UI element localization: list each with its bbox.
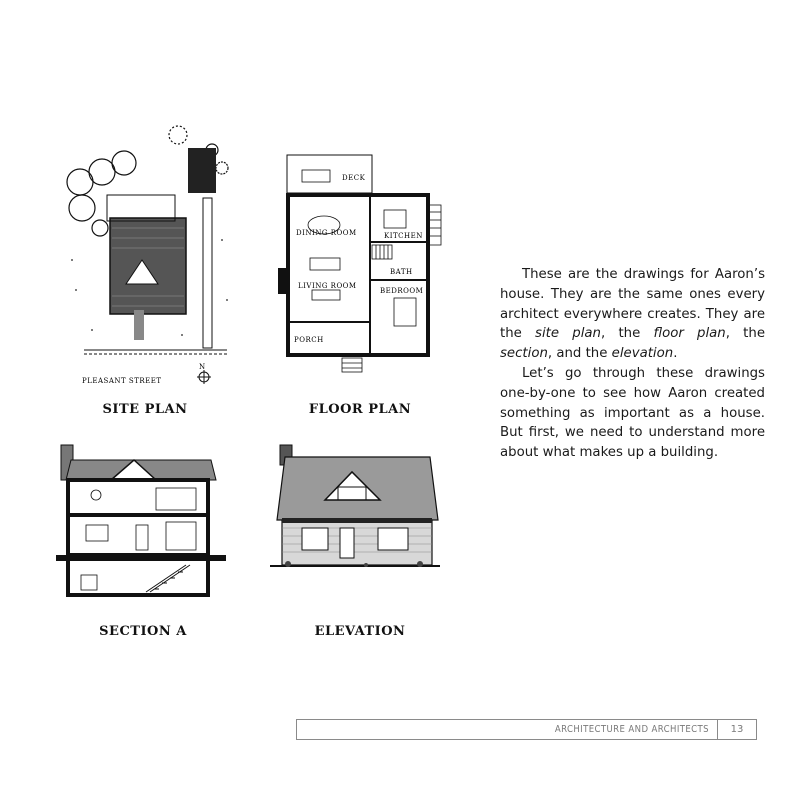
paragraph-2: Let’s go through these drawings one-by-one to see how Aaron created something as important as a house. But first, we need to understand more about what makes up a building. (500, 365, 765, 461)
dining-room-label: DINING ROOM (296, 229, 357, 237)
elevation-drawing (270, 442, 440, 572)
garage-block (188, 148, 216, 193)
house-roof (110, 218, 186, 314)
street-label: PLEASANT STREET (82, 377, 162, 385)
bedroom-label: BEDROOM (380, 287, 424, 295)
living-room-label: LIVING ROOM (298, 282, 357, 290)
section-drawing (56, 440, 226, 610)
floor-plan-drawing (272, 150, 462, 380)
body-text (500, 265, 765, 463)
term-elevation: elevation (611, 346, 674, 362)
paragraph-1: These are the drawings for Aaron’s house. They are the same ones every architect everywhere creates. They are the site plan, the floor plan, the section, and the elevation. (500, 267, 765, 362)
section-caption: SECTION A (99, 624, 187, 639)
term-site-plan: site plan (535, 326, 601, 342)
term-floor-plan: floor plan (653, 326, 726, 342)
porch-label: PORCH (294, 336, 324, 344)
bath-label: BATH (390, 268, 413, 276)
term-section: section (500, 346, 548, 362)
site-plan-drawing (62, 120, 242, 395)
north-arrow-icon (197, 370, 211, 384)
kitchen-label: KITCHEN (384, 232, 423, 240)
deck-label: DECK (342, 174, 366, 182)
floor-plan-caption: FLOOR PLAN (308, 402, 412, 417)
site-plan-caption: SITE PLAN (102, 402, 188, 417)
page-number: 13 (730, 724, 744, 735)
page-footer (296, 719, 757, 740)
running-head: ARCHITECTURE AND ARCHITECTS (555, 720, 718, 739)
elevation-caption: ELEVATION (314, 624, 406, 639)
north-label: N (199, 363, 206, 371)
